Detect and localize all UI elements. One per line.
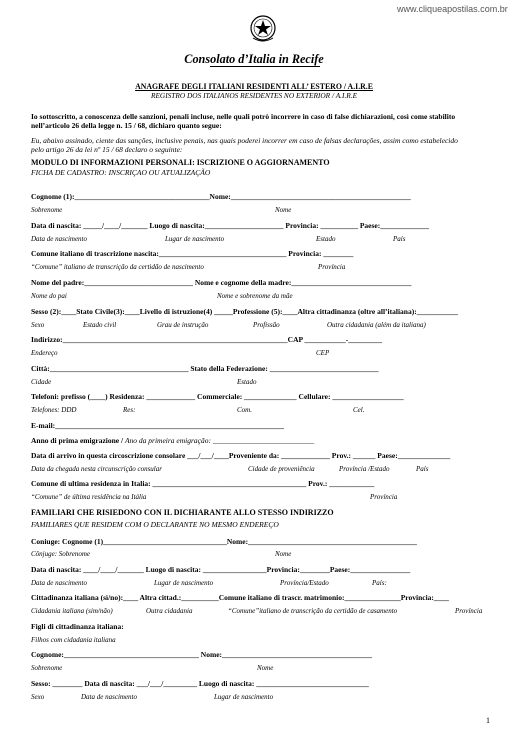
row-indirizzo-cap[interactable]: Indirizzo:____________________________________________________________CAP ___________-_________: [31, 335, 383, 344]
section2-title: FAMILIARI CHE RISIEDONO CON IL DICHIARANTE ALLO STESSO INDIRIZZO: [31, 508, 334, 517]
pt-provincia-casamento: Província: [455, 607, 483, 615]
pt-nome: Nome: [275, 206, 292, 214]
row-data-arrivo[interactable]: Data di arrivo in questa circoscrizione consolare ___/___/____Proveniente da: _____________ Prov.: ______ Paese:______________: [31, 451, 451, 460]
pt-cidadania-italiana: Cidadania italiana (sim/não): [31, 607, 113, 615]
pt-estado: Estado: [316, 235, 336, 243]
pt-com: Com.: [237, 406, 252, 414]
row-figlio-cognome-nome[interactable]: Cognome:____________________________________ Nome:________________________________________: [31, 650, 373, 659]
pt-nome-pai: Nome do pai: [31, 292, 67, 300]
pt-pais-proveniencia: País: [416, 465, 429, 473]
intro-pt-line2: pelo artigo 26 da lei nº 15 / 68 declaro o seguinte:: [31, 145, 183, 154]
label-ano-emigracao: Ano da primeira emigração:: [124, 436, 211, 445]
pt-conjuge-lugar-nascimento: Lugar de nascimento: [154, 579, 214, 587]
pt-nome-mae: Nome e sobrenome da mãe: [217, 292, 293, 300]
pt-cidade: Cidade: [31, 378, 52, 386]
label-anno-emigrazione: Anno di prima emigrazione /: [31, 436, 125, 445]
pt-conjuge-nome: Nome: [275, 550, 292, 558]
pt-comune-transcricao: “Comune” italiano de transcrição da certidão de nascimento: [31, 263, 204, 271]
pt-filho-nome: Nome: [257, 664, 274, 672]
pt-filho-data-nascimento: Data de nascimento: [81, 693, 137, 701]
row-padre-madre[interactable]: Nome del padre:_____________________________ Nome e cognome della madre:________________________________: [31, 278, 412, 287]
pt-pais: País: [393, 235, 406, 243]
pt-filho-sexo: Sexo: [31, 693, 45, 701]
pt-res: Res:: [123, 406, 136, 414]
pt-sexo: Sexo: [31, 321, 45, 329]
blank-anno-emigrazione: ___________________________: [211, 436, 315, 445]
pt-conjuge-sobrenome: Cônjuge: Sobrenome: [31, 550, 91, 558]
pt-provincia-estado: Província /Estado: [339, 465, 390, 473]
pt-outra-cidadania: Outra cidadania (além da italiana): [327, 321, 426, 329]
pt-estado-federacao: Estado: [237, 378, 257, 386]
pt-telefones-ddd: Telefones: DDD: [31, 406, 77, 414]
row-cittadinanza-coniuge[interactable]: Cittadinanza italiana (sì/no):____ Altra cittad.:__________Comune italiano di trascr. matrimonio:_______________Provincia:____: [31, 593, 449, 602]
pt-provincia-residencia: Província: [370, 493, 398, 501]
row-cognome-nome[interactable]: Cognome (1):____________________________________Nome:________________________________________________: [31, 192, 411, 201]
italian-republic-emblem-icon: [249, 14, 277, 44]
intro-it-line1: Io sottoscritto, a conoscenza delle sanzioni, penali incluse, nelle quali potrò incorrere in caso di false dichiarazioni, così come stabilito: [31, 112, 456, 121]
consulate-underline: [210, 66, 320, 67]
pt-conjuge-pais: País:: [372, 579, 387, 587]
pt-outra-cidadania-conjuge: Outra cidadania: [146, 607, 193, 615]
row-citta-stato[interactable]: Città:_____________________________________ Stato della Federazione: _____________________________: [31, 364, 379, 373]
pt-conjuge-provincia: Província/Estado: [280, 579, 329, 587]
pt-estado-civil: Estado civil: [83, 321, 117, 329]
pt-filho-lugar-nascimento: Lugar de nascimento: [214, 693, 274, 701]
row-ultima-residenza[interactable]: Comune di ultima residenza in Italia: _________________________________________ Prov.: ____________: [31, 479, 375, 488]
pt-data-chegada: Data da chegada nesta circunscrição consular: [31, 465, 162, 473]
row-figli-label: Figli di cittadinanza italiana:: [31, 622, 124, 631]
title-portuguese: REGISTRO DOS ITALIANOS RESIDENTES NO EXTERIOR / A.I.R.E: [150, 91, 358, 100]
row-telefoni[interactable]: Telefoni: prefisso (____) Residenza: _____________ Commerciale: ______________ Cellulare: ___________________: [31, 392, 404, 401]
intro-it-line2: nell’articolo 26 della legge n. 15 / 68, dichiaro quanto segue:: [31, 121, 222, 130]
pt-filho-sobrenome: Sobrenome: [31, 664, 63, 672]
consulate-name: Consolato d’Italia in Recife: [184, 52, 324, 66]
section1-subtitle: FICHA DE CADASTRO: INSCRIÇAO OU ATUALIZAÇÃO: [31, 168, 211, 177]
pt-data-nascimento: Data de nascimento: [31, 235, 87, 243]
row-sesso-stato-civile[interactable]: Sesso (2):____Stato Civile(3):____Livello di istruzione(4) _____Professione (5):____Altra cittadinanza (oltre all’italiana):___________: [31, 307, 458, 316]
watermark: www.cliqueapostilas.com.br: [397, 4, 509, 15]
pt-cel: Cel.: [353, 406, 365, 414]
page-number: 1: [486, 716, 490, 725]
row-coniuge-nascita[interactable]: Data di nascita: ____/____/_______ Luogo di nascita: _________________Provincia:________Paese:________________: [31, 565, 411, 574]
pt-sobrenome: Sobrenome: [31, 206, 63, 214]
row-email[interactable]: E-mail:_____________________________________________________________: [31, 421, 284, 430]
pt-filhos: Filhos com cidadania italiana: [31, 636, 116, 644]
row-data-luogo-nascita[interactable]: Data di nascita: _____/____/_______ Luogo di nascita:_____________________ Provincia: __________ Paese:_____________: [31, 221, 429, 230]
pt-provincia: Província: [318, 263, 346, 271]
pt-endereco: Endereço: [31, 349, 58, 357]
section1-title: MODULO DI INFORMAZIONI PERSONALI: ISCRIZIONE O AGGIORNAMENTO: [31, 158, 330, 167]
row-comune-trascrizione[interactable]: Comune italiano di trascrizione nascita:__________________________________ Provincia: ________: [31, 249, 354, 258]
pt-profissao: Profissão: [253, 321, 280, 329]
row-coniuge[interactable]: Coniuge: Cognome (1)_________________________________Nome:_____________________________________________: [31, 537, 417, 546]
row-anno-emigrazione[interactable]: [31, 436, 314, 445]
intro-pt-line1: Eu, abaixo assinado, ciente das sanções, inclusive penais, nas quais poderei incorrer em caso de falsas declarações, assim como estabelecido: [31, 136, 458, 145]
pt-lugar-nascimento: Lugar de nascimento: [165, 235, 225, 243]
pt-comune-casamento: “Comune”italiano de transcrição da certidão de casamento: [228, 607, 398, 615]
row-figlio-sesso-nascita[interactable]: Sesso: ________ Data di nascita: ___/___/_________ Luogo di nascita: ______________________________: [31, 679, 369, 688]
pt-ultima-residencia: “Comune” de última residência na Itália: [31, 493, 147, 501]
pt-conjuge-data-nascimento: Data de nascimento: [31, 579, 87, 587]
pt-cidade-proveniencia: Cidade de proveniência: [248, 465, 315, 473]
title-italian: ANAGRAFE DEGLI ITALIANI RESIDENTI ALL’ ESTERO / A.I.R.E: [135, 82, 373, 91]
pt-cep: CEP: [316, 349, 330, 357]
section2-subtitle: FAMILIARES QUE RESIDEM COM O DECLARANTE NO MESMO ENDEREÇO: [31, 520, 279, 529]
pt-grau-instrucao: Grau de instrução: [157, 321, 209, 329]
